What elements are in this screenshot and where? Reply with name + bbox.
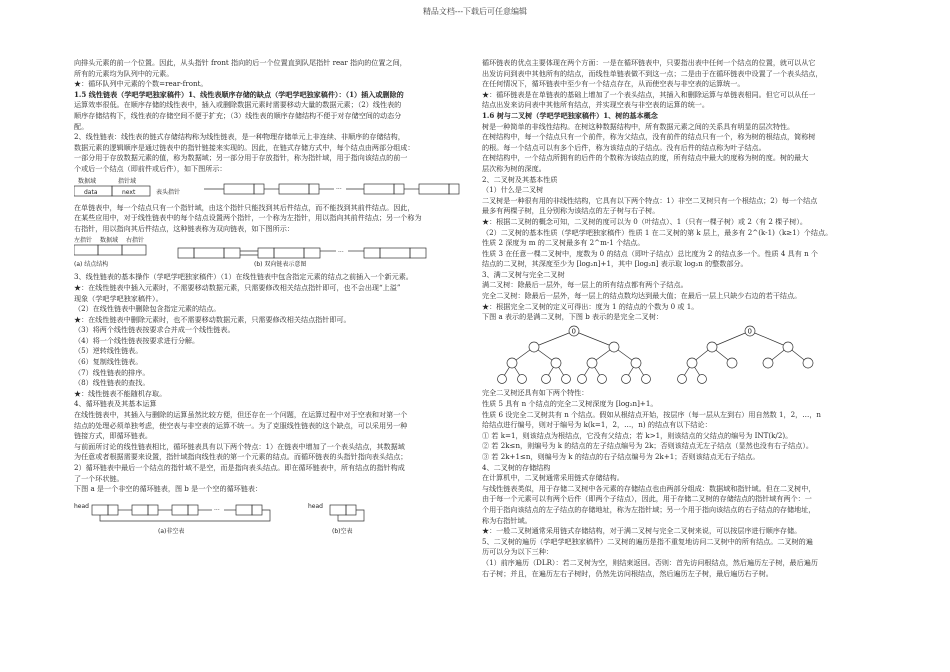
text-line: 下图 a 表示的是满二叉树，下图 b 表示的是完全二叉树： [482,312,663,322]
text-line: 结点出发来访问表中其他所有结点，并实现空表与非空表的运算的统一。 [482,100,709,110]
text-line: 了一个环状链。 [74,473,124,483]
text-line: （1）前序遍历（DLR）：若二叉树为空，则结束返回。否则：首先访问根结点，然后遍历左子树，最后遍历 [482,557,818,567]
text-line: 在计算机中，二叉树通常采用链式存储结构。 [482,473,624,483]
text-line: 循环链表的优点主要体现在两个方面：一是在循环链表中，只要指出表中任何一个结点的位置，就可以从它 [482,58,816,67]
text-line: 运算效率很低。在顺序存储的线性表中，插入或删除数据元素时需要移动大量的数据元素；（2）线性表的 [74,100,402,110]
text-line: 称为右指针域。 [482,515,532,525]
text-line: 所有的元素均为队列中的元素。 [74,68,174,78]
text-line: 2、二叉树及其基本性质 [482,174,558,184]
text-line: 结点的处理必须单独考虑，使空表与非空表的运算不统一。为了克服线性链表的这个缺点，可以采用另一种 [74,420,408,430]
text-line: 由于每一个元素可以有两个后件（即两个子结点），因此，用于存储二叉树的存储结点的指针域有两个：一 [482,494,812,504]
binary-tree-diagrams [482,323,882,385]
text-line: 数据元素的逻辑顺序是通过链表中的指针链接来实现的。因此，在链式存储方式中，每个结点由两部分组成： [74,142,415,152]
doubly-linked-list-diagram [74,236,470,270]
text-line: ★：循环链表是在单链表的基础上增加了一个表头结点，其插入和删除运算与单链表相同。但它可以从任一 [482,89,816,99]
diagram-cell: next [122,188,136,196]
text-line: 4、二叉树的存储结构 [482,462,551,472]
text-line: 二叉树是一种很有用的非线性结构，它具有以下两个特点：1）非空二叉树只有一个根结点；2）每一个结点 [482,195,818,205]
text-line: 性质 3 在任意一棵二叉树中，度数为 0 的结点（即叶子结点）总比度为 2 的结点多一个。性质 4 具有 n 个 [482,248,819,258]
diagram-label: 指针域 [118,177,137,185]
diagram-caption: (b)空表 [332,527,353,535]
text-line: 个或后一个结点（即前件或后件），如下图所示： [74,163,227,173]
text-line: （4）将一个线性链表按要求进行分解。 [74,335,200,345]
text-line: ★：在线性链表中删除元素时，也不需要移动数据元素，只需要修改相关结点指针即可。 [74,314,351,324]
text-line: 在树结构中，一个结点所拥有的后件的个数称为该结点的度，所有结点中最大的度称为树的度。树的最大 [482,153,809,163]
text-line: 在某些应用中，对于线性链表中的每个结点设置两个指针，一个称为左指针，用以指向其前件结点；另一个称为 [74,213,422,223]
text-line: 最多有两棵子树，且分别称为该结点的左子树与右子树。 [482,206,660,216]
text-line: 出发访问到表中其他所有的结点，而线性单链表做不到这一点；二是由于在循环链表中设置了一个表头结点， [482,68,823,78]
text-line: 顺序存储结构下，线性表的存储空间不便于扩充；（3）线性表的顺序存储结构不便于对存储空间的动态分 [74,110,402,120]
text-line: 层次称为树的深度。 [482,163,546,173]
text-line: 配。 [74,121,89,131]
text-line: 现象（学吧学吧独家稿件）。 [74,293,163,303]
left-column [74,58,470,539]
text-line: 3、线性链表的基本操作（学吧学吧独家稿件）（1）在线性链表中包含指定元素的结点之前插入一个新元素。 [74,272,413,282]
text-line: 给结点进行编号，则对于编号为 k(k=1，2，…，n) 的结点有以下结论： [482,420,712,430]
text-line: ① 若 k=1，则该结点为根结点，它没有父结点；若 k>1，则该结点的父结点的编号为 INT(k/2)。 [482,430,793,440]
text-line: ★：根据二叉树的概念可知，二叉树的度可以为 0（叶结点）、1（只有一棵子树）或 2（有 2 棵子树）。 [482,216,808,226]
diagram-label: head [74,502,89,510]
diagram-label: 表头指针 [156,188,181,196]
text-line: 性质 2 深度为 m 的二叉树最多有 2^m-1 个结点。 [482,238,645,248]
text-line: 个用于指向该结点的左子结点的存储地址，称为左指针域；另一个用于指向该结点的右子结点的存储地址， [482,504,816,514]
text-line: ★：循环队列中元素的个数=rear-front。 [74,79,208,89]
text-line: 在线性链表中，其插入与删除的运算虽然比较方便，但还存在一个问题，在运算过程中对于空表和对第一个 [74,410,408,420]
text-line: 满二叉树：除最后一层外，每一层上的所有结点都有两个子结点。 [482,280,688,290]
tree-node: 0 [747,327,752,336]
text-line: 向排头元素的前一个位置。因此，从头指针 front 指向的后一个位置直到队尾指针 rear 指向的位置之间， [74,58,407,67]
text-line: ③ 若 2k+1≤n，则编号为 k 的结点的右子结点编号为 2k+1；否则该结点无右子结点。 [482,452,760,461]
text-line: 完全二叉树还具有如下两个特性： [482,388,589,398]
text-line: 2）循环链表中最后一个结点的指针域不是空，而是指向表头结点。即在循环链表中，所有结点的指针构成 [74,463,405,472]
diagram-cell: data [84,188,98,196]
text-line: （5）逆转线性链表。 [74,346,143,356]
text-line: 右子树；并且，在遍历左右子树时，仍然先访问根结点，然后遍历左子树，最后遍历右子树。 [482,568,773,578]
right-column [482,58,882,579]
text-line: ★：线性链表不能随机存取。 [74,388,167,398]
tree-node: 0 [571,327,576,336]
text-line: 为任意或者根据需要来设置，指针域指向线性表的第一个元素的结点。而循环链表的头指针指向表头结点； [74,452,408,462]
text-line: 在任何情况下，循环链表中至少有一个结点存在，从而使空表与非空表的运算统一。 [482,79,745,89]
text-line: ★：根据完全二叉树的定义可得出：度为 1 的结点的个数为 0 或 1。 [482,301,699,311]
svg-text:···: ··· [336,185,342,193]
text-line: （2）二叉树的基本性质（学吧学吧独家稿件）性质 1 在二叉树的第 k 层上，最多有 2^(k-1)（k≥1）个结点。 [482,227,833,237]
text-line: （3）将两个线性链表按要求合并成一个线性链表。 [74,325,235,335]
section-heading: 1.6 树与二叉树（学吧学吧独家稿件）1、树的基本概念 [482,110,658,120]
text-line: 性质 5 具有 n 个结点的完全二叉树深度为 [log₂n]+1。 [482,399,658,409]
text-line: 与前面所讨论的线性链表相比，循环链表具有以下两个特点：1）在链表中增加了一个表头结点，其数据域 [74,441,405,451]
text-line: 树是一种简单的非线性结构。在树这种数据结构中，所有数据元素之间的关系具有明显的层次特性。 [482,121,795,131]
text-line: 2、线性链表：线性表的链式存储结构称为线性链表，是一种物理存储单元上非连续、非顺序的存储结构， [74,132,405,142]
diagram-label: 数据域 [78,177,97,185]
singly-linked-list-diagram [74,177,470,201]
text-line: 右指针，用以指向其后件结点，这种链表称为双向链表，如下图所示： [74,223,294,233]
text-line: 下图 a 是一个非空的循环链表，图 b 是一个空的循环链表： [74,484,263,494]
text-line: 历可以分为以下三种： [482,547,553,557]
text-line: 与线性链表类似，用于存储二叉树中各元素的存储结点也由两部分组成：数据域和指针域。但在二叉树中， [482,483,816,493]
svg-text:···: ··· [214,506,220,514]
text-line: ★：一般二叉树通常采用链式存储结构，对于满二叉树与完全二叉树来说，可以按层序进行顺序存储。 [482,526,802,536]
diagram-label: 数据域 [100,237,119,245]
text-line: 完全二叉树：除最后一层外，每一层上的结点数均达到最大值；在最后一层上只缺少右边的若干结点。 [482,291,802,301]
text-line: （6）复制线性链表。 [74,357,143,367]
text-line: 结点的二叉树，其深度至少为 [log₂n]+1，其中 [log₂n] 表示取 log₂n 的整数部分。 [482,259,748,269]
text-line: 的根。每一个结点可以有多个后件，称为该结点的子结点。没有后件的结点称为叶子结点。 [482,142,766,152]
diagram-label: 右指针 [126,237,145,245]
text-line: 3、满二叉树与完全二叉树 [482,269,565,279]
text-line: 在单链表中，每一个结点只有一个指针域，由这个指针只能找到其后件结点，而不能找到其前件结点。因此， [74,202,415,212]
svg-text:···: ··· [338,249,344,257]
text-line: （2）在线性链表中删除包含指定元素的结点。 [74,304,221,314]
text-line: 一部分用于存放数据元素的值，称为数据域；另一部分用于存放指针，称为指针域，用于指向该结点的前一 [74,153,408,163]
text-line: （1）什么是二叉树 [482,185,544,195]
page-header: 精品文档---下载后可任意编辑 [422,7,528,16]
section-heading: 1.5 线性链表（学吧学吧独家稿件）1、线性表顺序存储的缺点（学吧学吧独家稿件）：（1）插入或删除的 [74,89,404,99]
text-line: 性质 6 设完全二叉树共有 n 个结点。假如从根结点开始，按层序（每一层从左到右）用自然数 1，2，…，n [482,409,821,419]
text-line: ★：在线性链表中插入元素时，不需要移动数据元素，只需要修改相关结点指针即可，也不会出现“上溢” [74,282,401,292]
text-line: 5、二叉树的遍历（学吧学吧独家稿件）二叉树的遍历是指不重复地访问二叉树中的所有结点。二叉树的遍 [482,536,813,546]
diagram-caption: (a)非空表 [158,527,185,535]
circular-linked-list-diagram [74,497,470,537]
text-line: ② 若 2k≤n，则编号为 k 的结点的左子结点编号为 2k；否则该结点无左子结点（显然也没有右子结点）。 [482,441,813,451]
text-line: 在树结构中，每一个结点只有一个前件，称为父结点，没有前件的结点只有一个，称为树的根结点，简称树 [482,132,816,142]
text-line: （7）线性链表的排序。 [74,367,150,377]
diagram-caption: (b) 双向链表示意图 [254,261,307,269]
text-line: 4、循环链表及其基本运算 [74,399,157,409]
diagram-label: head [308,502,323,510]
diagram-label: 左指针 [74,237,93,245]
text-line: 链接方式，即循环链表。 [74,431,153,441]
text-line: （8）线性链表的查找。 [74,378,150,388]
diagram-caption: (a) 结点结构 [74,261,109,269]
